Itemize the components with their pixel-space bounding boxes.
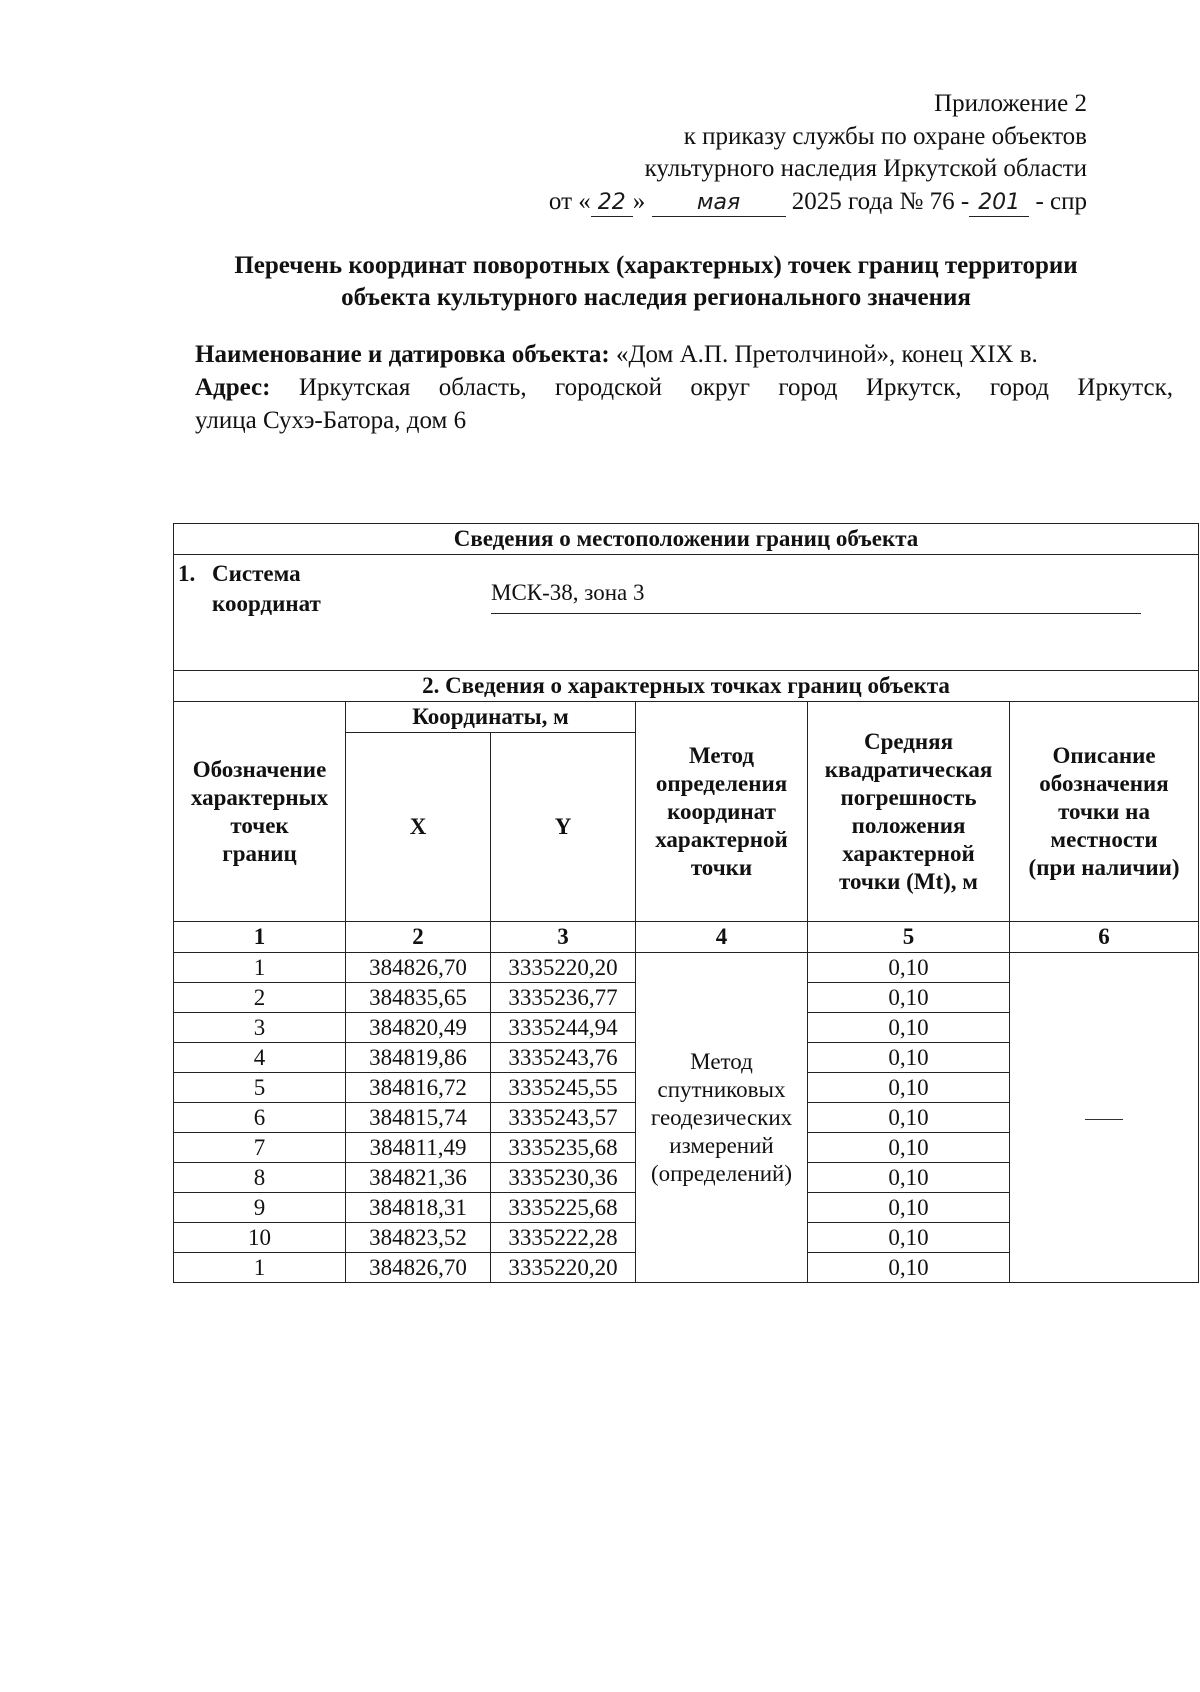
spacer-row	[174, 645, 1199, 671]
date-mid: »	[632, 187, 646, 215]
column-numbers-row	[174, 922, 1199, 953]
object-name	[195, 338, 1173, 371]
method-value: Метод спутниковых геодезических измерений (определений)	[636, 953, 808, 1283]
handwritten-number: 201	[969, 189, 1029, 217]
col-num-3: 3	[491, 922, 636, 953]
coord-y: 3335225,68	[491, 1193, 636, 1223]
point-id: 2	[174, 983, 346, 1013]
coord-x: 384821,36	[346, 1163, 491, 1193]
object-name-label: Наименование и датировка объекта:	[195, 341, 610, 368]
coord-x: 384835,65	[346, 983, 491, 1013]
coord-x: 384826,70	[346, 1253, 491, 1283]
coord-x: 384816,72	[346, 1073, 491, 1103]
object-info	[195, 338, 1173, 437]
address-value-line-1: Иркутская область, городской округ город Иркутск, город Иркутск,	[298, 374, 1173, 401]
table-row	[174, 953, 1199, 983]
coord-x: 384826,70	[346, 953, 491, 983]
date-prefix: от «	[548, 187, 591, 215]
coord-y: 3335243,76	[491, 1043, 636, 1073]
header-row-1	[174, 702, 1199, 733]
header-designation: Обозначение характерных точек границ	[174, 702, 346, 922]
section-title: Сведения о местоположении границ объекта	[174, 524, 1199, 555]
object-address-cont	[195, 404, 1173, 437]
header-description: Описание обозначения точки на местности (при наличии)	[1010, 702, 1199, 922]
title-line-2: объекта культурного наследия регионального значения	[341, 284, 971, 311]
header-coordinates: Координаты, м	[346, 702, 636, 733]
coord-x: 384818,31	[346, 1193, 491, 1223]
appendix-line-3: культурного наследия Иркутской области	[644, 155, 1087, 182]
point-id: 4	[174, 1043, 346, 1073]
mt-value: 0,10	[808, 1133, 1010, 1163]
order-suffix: - спр	[1035, 187, 1087, 215]
mt-value: 0,10	[808, 1043, 1010, 1073]
points-title-row	[174, 671, 1199, 702]
title-line-1: Перечень координат поворотных (характерных) точек границ территории	[234, 252, 1078, 279]
coord-x: 384819,86	[346, 1043, 491, 1073]
system-label: Система координат	[212, 561, 321, 616]
mt-value: 0,10	[808, 1223, 1010, 1253]
point-id: 5	[174, 1073, 346, 1103]
point-id: 9	[174, 1193, 346, 1223]
coord-x: 384820,49	[346, 1013, 491, 1043]
coordinate-system-cell	[174, 555, 1199, 646]
coord-y: 3335244,94	[491, 1013, 636, 1043]
coord-y: 3335220,20	[491, 953, 636, 983]
mt-value: 0,10	[808, 1073, 1010, 1103]
col-num-1: 1	[174, 922, 346, 953]
point-id: 1	[174, 1253, 346, 1283]
system-value: МСК-38, зона 3	[491, 577, 1141, 614]
section-title-row	[174, 524, 1199, 555]
appendix-header	[549, 88, 1087, 218]
mt-value: 0,10	[808, 1193, 1010, 1223]
appendix-line-1: Приложение 2	[934, 90, 1087, 117]
header-x: X	[346, 733, 491, 922]
coordinates-table	[173, 523, 1199, 1283]
col-num-4: 4	[636, 922, 808, 953]
point-id: 10	[174, 1223, 346, 1253]
object-address	[195, 371, 1173, 404]
coord-x: 384823,52	[346, 1223, 491, 1253]
system-number: 1.	[178, 561, 196, 586]
coord-y: 3335220,20	[491, 1253, 636, 1283]
object-name-value: «Дом А.П. Претолчиной», конец XIX в.	[615, 341, 1038, 368]
header-error: Средняя квадратическая погрешность положения характерной точки (Mt), м	[808, 702, 1010, 922]
coord-x: 384811,49	[346, 1133, 491, 1163]
points-title: 2. Сведения о характерных точках границ объекта	[174, 671, 1199, 702]
point-id: 3	[174, 1013, 346, 1043]
appendix-line-2: к приказу службы по охране объектов	[683, 122, 1087, 150]
coord-x: 384815,74	[346, 1103, 491, 1133]
col-num-6: 6	[1010, 922, 1199, 953]
point-id: 8	[174, 1163, 346, 1193]
order-date-line	[549, 186, 1087, 219]
coord-y: 3335245,55	[491, 1073, 636, 1103]
address-value-line-2: улица Сухэ-Батора, дом 6	[195, 407, 467, 434]
mt-value: 0,10	[808, 983, 1010, 1013]
address-label: Адрес:	[195, 374, 271, 401]
description-value	[1010, 953, 1199, 1283]
header-method: Метод определения координат характерной точки	[636, 702, 808, 922]
point-id: 7	[174, 1133, 346, 1163]
coord-y: 3335236,77	[491, 983, 636, 1013]
handwritten-day: 22	[591, 189, 633, 217]
point-id: 6	[174, 1103, 346, 1133]
point-id: 1	[174, 953, 346, 983]
coord-y: 3335230,36	[491, 1163, 636, 1193]
col-num-5: 5	[808, 922, 1010, 953]
coord-y: 3335235,68	[491, 1133, 636, 1163]
header-y: Y	[491, 733, 636, 922]
coordinate-system-row	[174, 555, 1199, 646]
coord-y: 3335243,57	[491, 1103, 636, 1133]
mt-value: 0,10	[808, 1163, 1010, 1193]
mt-value: 0,10	[808, 1013, 1010, 1043]
coord-y: 3335222,28	[491, 1223, 636, 1253]
mt-value: 0,10	[808, 1253, 1010, 1283]
dash-mark	[1085, 1119, 1123, 1120]
handwritten-month: мая	[652, 189, 786, 217]
mt-value: 0,10	[808, 1103, 1010, 1133]
col-num-2: 2	[346, 922, 491, 953]
mt-value: 0,10	[808, 953, 1010, 983]
order-year-number: 2025 года № 76 -	[791, 187, 970, 215]
document-title	[150, 250, 1162, 314]
